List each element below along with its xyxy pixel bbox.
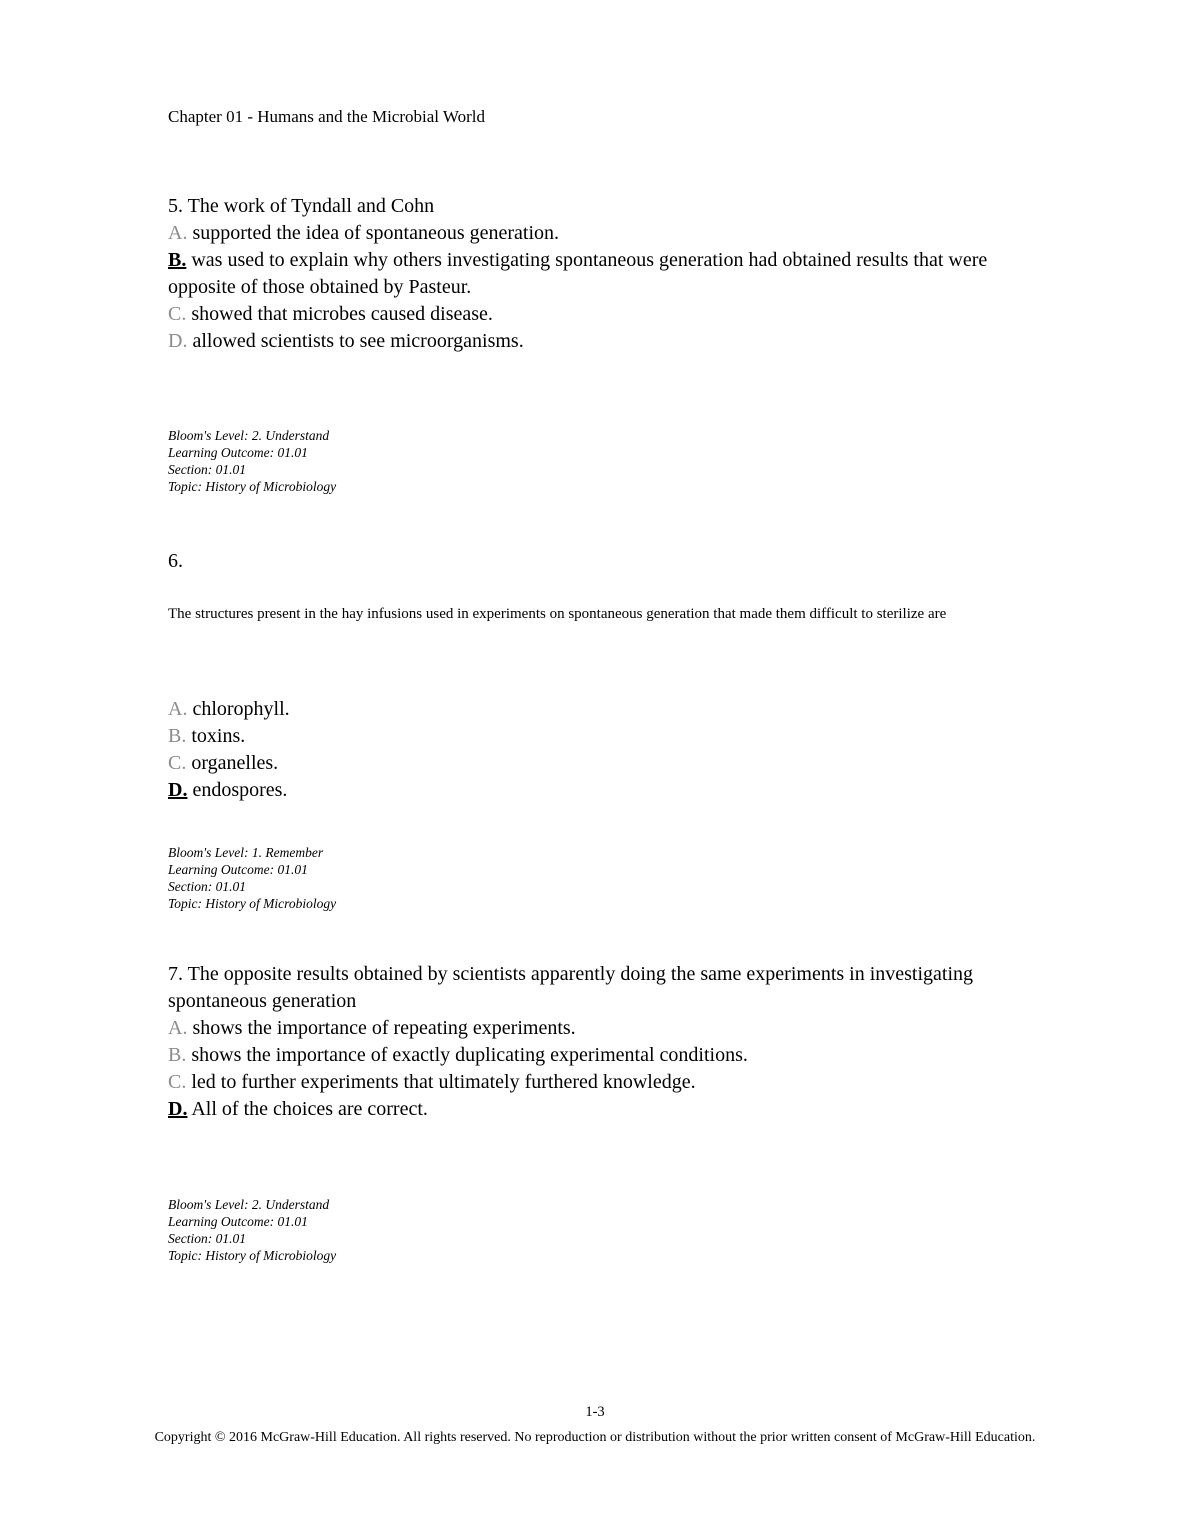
option-text: was used to explain why others investigating spontaneous generation had obtained results that were opposite of those obtained by Pasteur. [168,249,988,298]
option-letter: D. [168,779,188,801]
chapter-header: Chapter 01 - Humans and the Microbial World [168,107,485,126]
copyright-notice: Copyright © 2016 McGraw-Hill Education. All rights reserved. No reproduction or distribution without the prior written consent of McGraw-Hill Education. [154,1430,1036,1445]
option-text: chlorophyll. [192,698,290,720]
topic: Topic: History of Microbiology [168,1248,337,1263]
option-text: shows the importance of repeating experiments. [192,1017,576,1039]
answer-option [168,220,1052,247]
option-letter: D. [168,1098,188,1120]
topic: Topic: History of Microbiology [168,479,337,494]
option-text: organelles. [191,752,279,774]
option-letter: C. [168,752,187,774]
option-text: allowed scientists to see microorganisms. [192,330,524,352]
section: Section: 01.01 [168,1231,246,1246]
answer-option [168,750,1052,777]
answer-option [168,247,1052,301]
option-letter: C. [168,1071,187,1093]
question-6-number: 6. [168,550,183,572]
question-5 [168,193,1052,355]
question-number: 7. [168,963,183,985]
question-stem [168,193,1052,220]
page-number: 1-3 [585,1404,605,1420]
option-letter: C. [168,303,187,325]
learning-outcome: Learning Outcome: 01.01 [168,862,308,877]
question-6-options [168,696,1052,804]
question-number: 5. [168,195,183,217]
option-letter: B. [168,1044,187,1066]
option-text: showed that microbes caused disease. [191,303,493,325]
learning-outcome: Learning Outcome: 01.01 [168,445,308,460]
option-text: shows the importance of exactly duplicating experimental conditions. [191,1044,748,1066]
section: Section: 01.01 [168,879,246,894]
answer-option [168,1015,1052,1042]
option-text: led to further experiments that ultimately furthered knowledge. [191,1071,696,1093]
question-7-metadata [168,1196,336,1264]
answer-option [168,777,1052,804]
answer-option [168,696,1052,723]
blooms-level: Bloom's Level: 2. Understand [168,428,330,443]
question-6-stem: The structures present in the hay infusions used in experiments on spontaneous generation that made them difficult to sterilize are [168,606,947,622]
answer-option [168,301,1052,328]
answer-option [168,1096,1052,1123]
option-letter: D. [168,330,188,352]
option-text: endospores. [192,779,288,801]
option-text: All of the choices are correct. [191,1098,428,1120]
question-stem-text: The work of Tyndall and Cohn [187,195,435,217]
answer-option [168,1069,1052,1096]
question-5-metadata [168,427,336,495]
option-letter: A. [168,1017,188,1039]
option-letter: B. [168,249,187,271]
question-7 [168,961,1052,1123]
section: Section: 01.01 [168,462,246,477]
topic: Topic: History of Microbiology [168,896,337,911]
learning-outcome: Learning Outcome: 01.01 [168,1214,308,1229]
answer-option [168,723,1052,750]
option-letter: A. [168,698,188,720]
question-stem [168,961,1052,1015]
question-6-metadata [168,844,336,912]
option-text: toxins. [191,725,246,747]
option-text: supported the idea of spontaneous generation. [192,222,560,244]
question-stem-text: The opposite results obtained by scientists apparently doing the same experiments in investigating spontaneous generation [168,963,974,1012]
option-letter: A. [168,222,188,244]
blooms-level: Bloom's Level: 2. Understand [168,1197,330,1212]
answer-option [168,1042,1052,1069]
answer-option [168,328,1052,355]
blooms-level: Bloom's Level: 1. Remember [168,845,324,860]
option-letter: B. [168,725,187,747]
